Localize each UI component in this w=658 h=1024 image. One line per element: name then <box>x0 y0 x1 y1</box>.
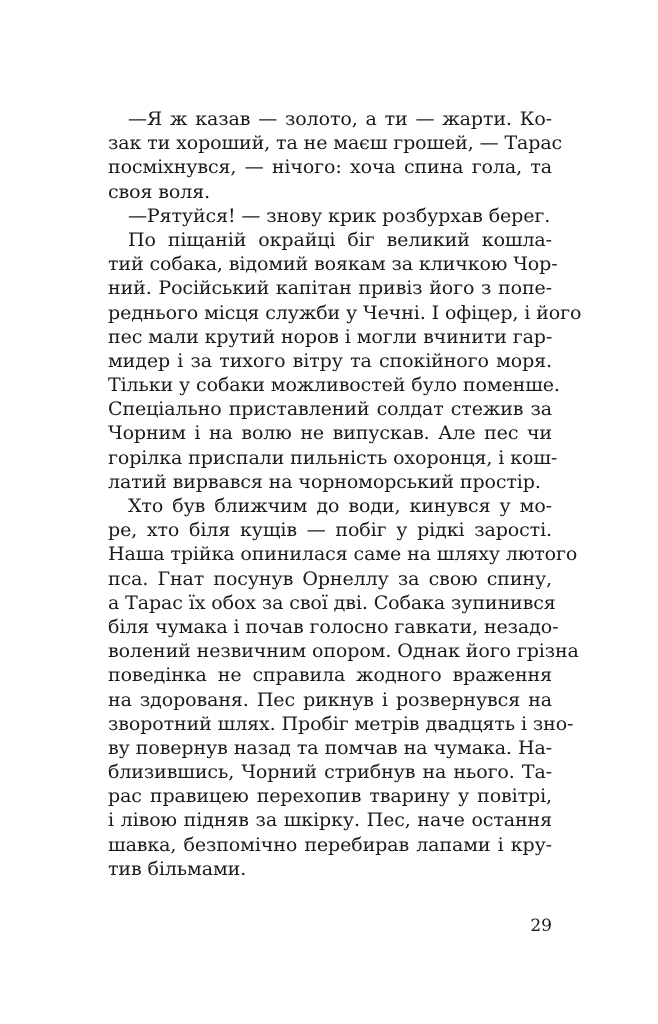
body-text <box>108 107 582 881</box>
text-line: пес мали крутий норов і могли вчинити гар- <box>108 325 553 348</box>
text-line: Наша трійка опинилася саме на шляху лютого <box>108 543 578 566</box>
text-line: посміхнувся, — нічого: хоча спина гола, та <box>108 156 552 179</box>
text-line: волений незвичним опором. Однак його грізна <box>108 640 579 663</box>
text-line: Спеціально приставлений солдат стежив за <box>108 398 552 421</box>
text-line: зворотний шлях. Пробіг метрів двадцять і зно- <box>108 712 574 735</box>
text-line: ний. Російський капітан привіз його з попе- <box>108 277 552 300</box>
text-line: Хто був ближчим до води, кинувся у мо- <box>128 495 552 517</box>
text-line: —Рятуйся! — знову крик розбурхав берег. <box>128 204 551 227</box>
text-line: поведінка не справила жодного враження <box>108 664 552 687</box>
paragraph <box>108 204 552 228</box>
text-line: тив більмами. <box>108 857 247 880</box>
text-line: на здорованя. Пес рикнув і розвернувся на <box>108 688 552 711</box>
text-line: біля чумака і почав голосно гавкати, незадо- <box>108 615 559 638</box>
text-line: реднього місця служби у Чечні. І офіцер, і його <box>108 301 582 324</box>
paragraph <box>108 494 579 881</box>
paragraph <box>108 107 563 204</box>
text-line: ре, хто біля кущів — побіг у рідкі зарості. <box>108 519 552 542</box>
text-line: Чорним і на волю не випускав. Але пес чи <box>108 422 552 445</box>
text-line: рас правицею перехопив тварину у повітрі, <box>108 785 552 808</box>
text-line: Тільки у собаки можливостей було поменше. <box>108 374 560 397</box>
text-line: горілка приспали пильність охоронця, і кош- <box>108 446 558 469</box>
text-line: своя воля. <box>108 180 211 203</box>
text-line: ву повернув назад та помчав на чумака. На- <box>108 736 552 759</box>
text-line: —Я ж казав — золото, а ти — жарти. Ко- <box>128 108 552 130</box>
page-number: 29 <box>530 916 552 936</box>
text-line: зак ти хороший, та не маєш грошей, — Тарас <box>108 132 563 155</box>
text-line: По піщаній окрайці біг великий кошла- <box>128 228 552 251</box>
text-line: і лівою підняв за шкірку. Пес, наче остання <box>108 809 552 832</box>
text-line: пса. Гнат посунув Орнеллу за свою спину, <box>108 567 552 590</box>
text-line: а Тарас їх обох за свої дві. Собака зупинився <box>108 591 556 614</box>
text-line: шавка, безпомічно перебирав лапами і кру- <box>108 833 552 856</box>
paragraph <box>108 228 582 494</box>
text-line: мидер і за тихого вітру та спокійного моря. <box>108 349 552 372</box>
text-line: латий вирвався на чорноморський простір. <box>108 470 541 493</box>
text-line: близившись, Чорний стрибнув на нього. Та- <box>108 761 552 784</box>
text-line: тий собака, відомий воякам за кличкою Чор- <box>108 253 558 276</box>
